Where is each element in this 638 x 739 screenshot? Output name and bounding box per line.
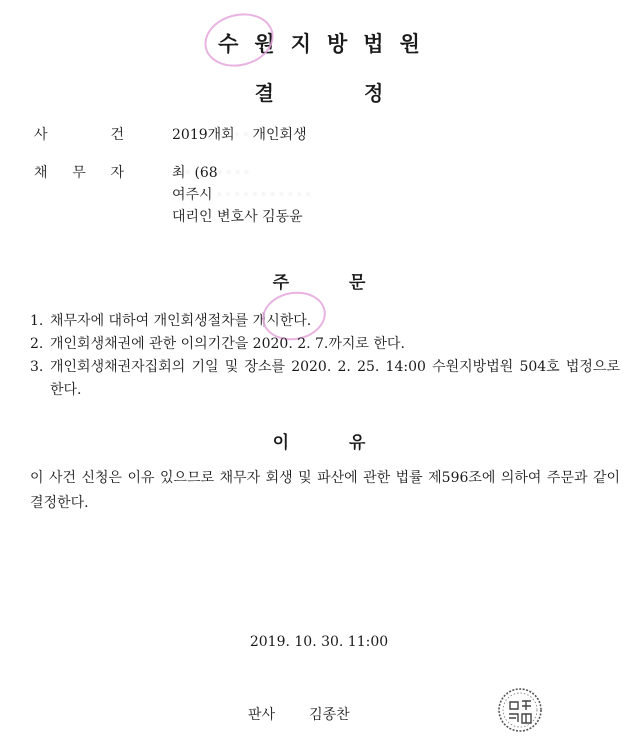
debtor-name-visible: 최 <box>172 165 186 181</box>
order-item-text: 개인회생채권에 관한 이의기간을 2020. 2. 7.까지로 한다. <box>50 336 405 352</box>
case-label-char-1: 사 <box>34 127 48 143</box>
reason-text: 이 사건 신청은 이유 있으므로 채무자 회생 및 파산에 관한 법률 제596조에 의하여 주문과 같이 결정한다. <box>30 470 620 511</box>
debtor-id-redacted: · · · · <box>217 165 249 181</box>
order-item-3 <box>30 356 620 402</box>
order-heading: 주문 <box>272 273 426 293</box>
debtor-id-visible: (68 <box>194 165 218 181</box>
debtor-label-char-3: 자 <box>110 165 124 181</box>
debtor-label-char-2: 무 <box>72 165 86 181</box>
debtor-agent: 대리인 변호사 김동윤 <box>172 209 303 225</box>
debtor-address-visible: 여주시 <box>172 187 213 203</box>
case-number-redacted: · · <box>234 127 249 143</box>
debtor-name-line <box>172 162 249 182</box>
decision-date: 2019. 10. 30. 11:00 <box>249 634 389 650</box>
judge-title: 판사 <box>248 707 276 723</box>
case-label <box>34 124 124 144</box>
order-item-text: 채무자에 대하여 개인회생절차를 개시한다. <box>50 313 312 329</box>
order-item-text: 개인회생채권자집회의 기일 및 장소를 2020. 2. 25. 14:00 수원지방법원 504호 법정으로 한다. <box>50 359 620 398</box>
order-item-number: 2. <box>30 336 44 352</box>
debtor-label <box>34 162 124 182</box>
case-type: 개인회생 <box>252 127 307 143</box>
reason-heading: 이유 <box>272 433 426 453</box>
debtor-address <box>172 184 311 204</box>
case-number <box>172 124 307 144</box>
order-item-number: 3. <box>30 359 44 375</box>
order-item-1 <box>30 310 620 333</box>
judge-seal-stamp <box>496 686 544 734</box>
judge-signature-line <box>248 704 350 724</box>
case-label-char-2: 건 <box>110 127 124 143</box>
debtor-label-char-1: 채 <box>34 165 48 181</box>
court-name-title: 수원지방법원 <box>218 32 436 56</box>
order-item-number: 1. <box>30 313 44 329</box>
document-type-title: 결정 <box>254 81 474 105</box>
debtor-address-redacted: · · · · · · · · · · · <box>217 187 311 203</box>
debtor-name-redacted: · <box>185 165 190 181</box>
judge-name: 김종찬 <box>309 707 350 723</box>
order-item-2 <box>30 333 620 356</box>
case-number-visible: 2019개회 <box>172 127 235 143</box>
